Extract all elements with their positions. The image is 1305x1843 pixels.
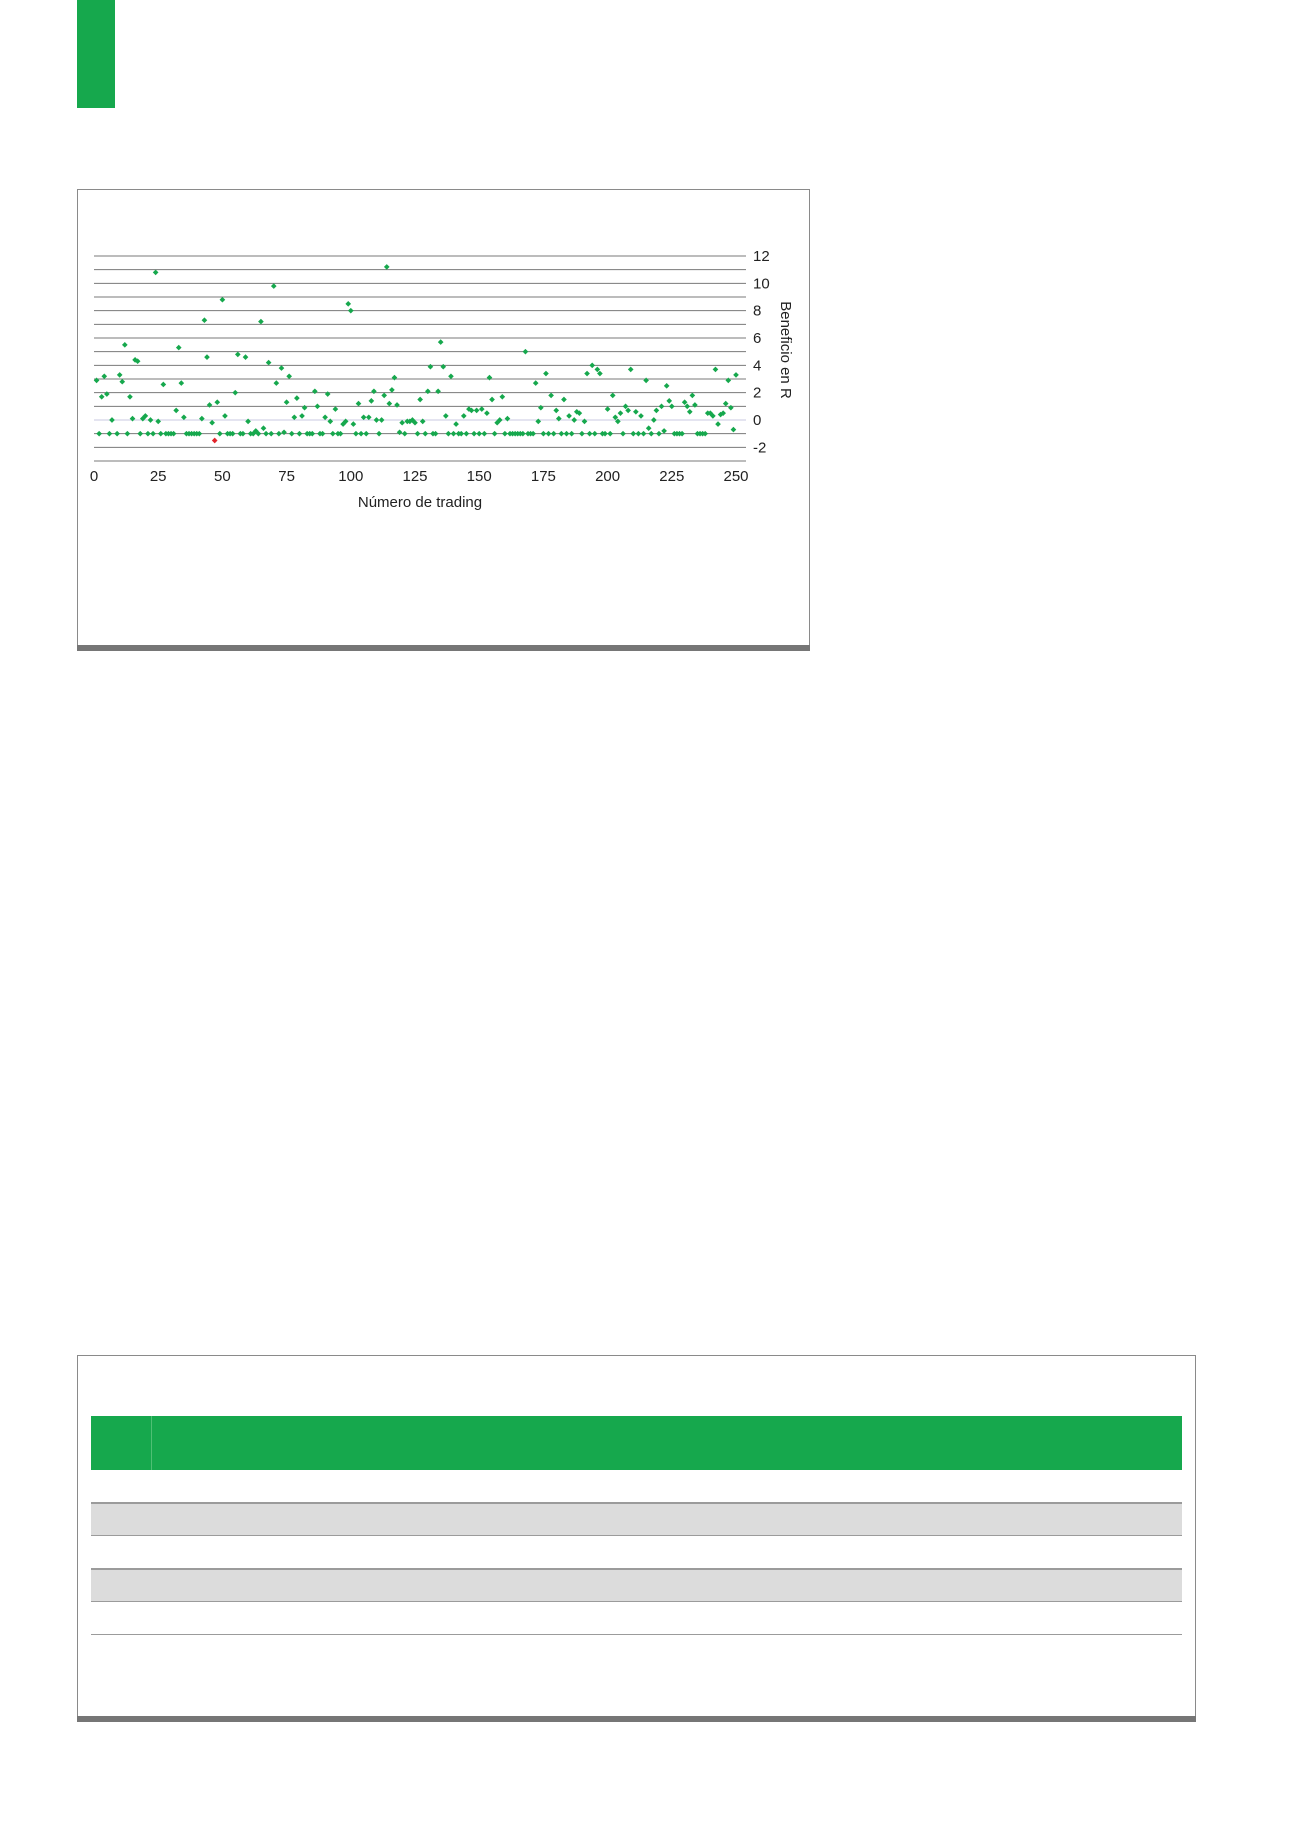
data-point bbox=[422, 431, 428, 437]
data-point bbox=[651, 417, 657, 423]
data-point bbox=[356, 401, 362, 407]
data-point bbox=[666, 398, 672, 404]
data-point bbox=[453, 421, 459, 427]
data-point bbox=[690, 393, 696, 399]
data-point bbox=[299, 413, 305, 419]
x-tick-label: 0 bbox=[89, 468, 99, 485]
data-point bbox=[535, 419, 541, 425]
table-row bbox=[91, 1569, 1182, 1602]
data-point bbox=[464, 431, 470, 437]
data-point bbox=[122, 342, 128, 348]
data-point bbox=[543, 371, 549, 377]
data-point bbox=[630, 431, 636, 437]
data-point bbox=[363, 431, 369, 437]
data-point bbox=[654, 408, 660, 414]
data-point bbox=[286, 373, 292, 379]
data-point bbox=[546, 431, 552, 437]
y-tick-label: 6 bbox=[753, 330, 762, 347]
data-point bbox=[659, 404, 665, 410]
data-point bbox=[178, 380, 184, 386]
data-point bbox=[312, 388, 318, 394]
data-point bbox=[294, 395, 300, 401]
data-point bbox=[330, 431, 336, 437]
data-point bbox=[245, 419, 251, 425]
data-point bbox=[327, 419, 333, 425]
data-point bbox=[399, 420, 405, 426]
data-point bbox=[284, 399, 290, 405]
data-point bbox=[117, 372, 123, 378]
data-point bbox=[173, 408, 179, 414]
data-point bbox=[394, 402, 400, 408]
data-point bbox=[384, 264, 390, 270]
data-point bbox=[369, 398, 375, 404]
data-point bbox=[243, 354, 249, 360]
data-point bbox=[448, 373, 454, 379]
data-point bbox=[276, 431, 282, 437]
data-point bbox=[358, 431, 364, 437]
data-point bbox=[145, 431, 151, 437]
table-row bbox=[91, 1602, 1182, 1635]
table-row bbox=[91, 1503, 1182, 1536]
data-point bbox=[268, 431, 274, 437]
data-point bbox=[571, 417, 577, 423]
data-point bbox=[587, 431, 593, 437]
x-tick-label: 25 bbox=[149, 468, 167, 485]
data-point bbox=[266, 360, 272, 366]
data-point bbox=[386, 401, 392, 407]
chart-frame bbox=[77, 189, 810, 646]
x-tick-label: 75 bbox=[278, 468, 295, 485]
data-point bbox=[273, 380, 279, 386]
data-point bbox=[392, 375, 398, 381]
table-row bbox=[91, 1470, 1182, 1503]
table-header-cell bbox=[152, 1416, 1182, 1470]
data-point bbox=[553, 408, 559, 414]
data-point bbox=[474, 408, 480, 414]
data-point bbox=[484, 410, 490, 416]
data-point bbox=[181, 414, 187, 420]
data-point bbox=[297, 431, 303, 437]
data-point bbox=[379, 417, 385, 423]
data-point bbox=[258, 319, 264, 325]
data-point bbox=[713, 367, 719, 373]
data-point bbox=[99, 394, 105, 400]
x-tick-label: 250 bbox=[723, 468, 749, 485]
data-point bbox=[687, 409, 693, 415]
data-point bbox=[153, 270, 159, 276]
data-point bbox=[366, 414, 372, 420]
data-point bbox=[556, 416, 562, 422]
data-point bbox=[725, 378, 731, 384]
data-point bbox=[417, 397, 423, 403]
data-point bbox=[351, 421, 357, 427]
data-point bbox=[381, 393, 387, 399]
data-point bbox=[607, 431, 613, 437]
data-point bbox=[137, 431, 143, 437]
data-point bbox=[374, 417, 380, 423]
data-point bbox=[471, 431, 477, 437]
x-tick-label: 175 bbox=[530, 468, 556, 485]
data-point bbox=[261, 425, 267, 431]
data-point bbox=[397, 429, 403, 435]
data-point bbox=[107, 431, 113, 437]
data-point bbox=[376, 431, 382, 437]
x-tick-label: 200 bbox=[595, 468, 621, 485]
data-point bbox=[428, 364, 434, 370]
data-point bbox=[114, 431, 120, 437]
data-point bbox=[291, 414, 297, 420]
data-point bbox=[715, 421, 721, 427]
y-tick-label: 0 bbox=[753, 412, 762, 429]
y-tick-labels bbox=[753, 248, 770, 456]
data-point bbox=[446, 431, 452, 437]
y-tick-label: 12 bbox=[753, 248, 770, 265]
data-point bbox=[158, 431, 164, 437]
data-point bbox=[620, 431, 626, 437]
data-point bbox=[661, 428, 667, 434]
data-point bbox=[728, 405, 734, 411]
y-tick-label: 4 bbox=[753, 357, 762, 375]
data-point bbox=[628, 367, 634, 373]
data-point bbox=[502, 431, 508, 437]
data-point bbox=[263, 431, 269, 437]
table-frame bbox=[77, 1355, 1196, 1717]
data-point bbox=[119, 379, 125, 385]
data-point bbox=[333, 406, 339, 412]
data-point bbox=[420, 419, 426, 425]
data-point bbox=[281, 429, 287, 435]
data-point bbox=[148, 417, 154, 423]
data-point bbox=[415, 431, 421, 437]
data-point bbox=[669, 404, 675, 410]
data-point bbox=[207, 402, 213, 408]
data-point bbox=[199, 416, 205, 422]
data-point bbox=[345, 301, 351, 307]
data-point bbox=[222, 413, 228, 419]
data-point bbox=[235, 352, 241, 358]
data-point bbox=[636, 431, 642, 437]
data-point bbox=[551, 431, 557, 437]
data-point bbox=[538, 405, 544, 411]
scatter-chart bbox=[78, 190, 811, 646]
data-point bbox=[440, 364, 446, 370]
data-point bbox=[523, 349, 529, 355]
data-point bbox=[492, 431, 498, 437]
data-point bbox=[610, 393, 616, 399]
table-header bbox=[91, 1416, 1182, 1470]
data-point bbox=[733, 372, 739, 378]
data-point bbox=[279, 365, 285, 371]
x-tick-label: 50 bbox=[214, 468, 231, 485]
data-point bbox=[315, 404, 321, 410]
data-point bbox=[561, 397, 567, 403]
data-point bbox=[541, 431, 547, 437]
table-row bbox=[91, 1536, 1182, 1569]
data-point bbox=[204, 354, 210, 360]
data-point bbox=[505, 416, 511, 422]
data-point bbox=[656, 431, 662, 437]
data-point bbox=[109, 417, 115, 423]
data-point bbox=[150, 431, 156, 437]
data-point bbox=[638, 413, 644, 419]
x-tick-label: 225 bbox=[659, 468, 685, 485]
y-tick-label: 8 bbox=[753, 302, 762, 320]
data-point bbox=[176, 345, 182, 351]
data-point bbox=[564, 431, 570, 437]
outlier-data-point bbox=[212, 438, 218, 444]
data-point bbox=[371, 388, 377, 394]
data-point bbox=[592, 431, 598, 437]
data-point bbox=[289, 431, 295, 437]
x-tick-label: 125 bbox=[402, 468, 428, 485]
data-point bbox=[271, 283, 277, 289]
data-point bbox=[648, 431, 654, 437]
data-point bbox=[582, 419, 588, 425]
data-point bbox=[125, 431, 131, 437]
data-points bbox=[94, 264, 739, 443]
data-point bbox=[127, 394, 133, 400]
data-point bbox=[361, 414, 367, 420]
data-point bbox=[723, 401, 729, 407]
data-point bbox=[569, 431, 575, 437]
data-point bbox=[646, 425, 652, 431]
data-point bbox=[217, 431, 223, 437]
y-axis-label: Beneficio en R bbox=[777, 301, 794, 399]
data-point bbox=[499, 394, 505, 400]
y-tick-label: -2 bbox=[753, 439, 767, 457]
data-point bbox=[322, 414, 328, 420]
data-point bbox=[96, 431, 102, 437]
data-point bbox=[101, 373, 107, 379]
data-point bbox=[425, 388, 431, 394]
data-point bbox=[451, 431, 457, 437]
data-point bbox=[476, 431, 482, 437]
x-tick-label: 150 bbox=[466, 468, 492, 485]
data-point bbox=[220, 297, 226, 303]
data-point bbox=[214, 399, 220, 405]
data-point bbox=[435, 388, 441, 394]
data-point bbox=[489, 397, 495, 403]
x-tick-labels bbox=[90, 468, 749, 485]
data-point bbox=[104, 391, 110, 397]
data-point bbox=[94, 378, 100, 384]
data-point bbox=[559, 431, 565, 437]
data-point bbox=[402, 431, 408, 437]
data-point bbox=[209, 420, 215, 426]
data-point bbox=[641, 431, 647, 437]
y-tick-label: 2 bbox=[753, 384, 762, 402]
data-point bbox=[389, 387, 395, 393]
data-point bbox=[202, 317, 208, 323]
data-point bbox=[589, 363, 595, 369]
data-point bbox=[479, 406, 485, 412]
data-point bbox=[482, 431, 488, 437]
data-point bbox=[232, 390, 238, 396]
data-point bbox=[548, 393, 554, 399]
data-point bbox=[605, 406, 611, 412]
data-point bbox=[353, 431, 359, 437]
section-marker-tab bbox=[77, 0, 115, 108]
data-point bbox=[633, 409, 639, 415]
data-point bbox=[461, 413, 467, 419]
chart-frame-bottom-bar bbox=[77, 645, 810, 651]
data-point bbox=[487, 375, 493, 381]
data-point bbox=[584, 371, 590, 377]
data-point bbox=[438, 339, 444, 345]
data-point bbox=[325, 391, 331, 397]
data-point bbox=[579, 431, 585, 437]
table-frame-bottom-bar bbox=[77, 1716, 1196, 1722]
x-axis-label: Número de trading bbox=[357, 494, 483, 511]
table-header-cell bbox=[91, 1416, 152, 1470]
data-point bbox=[664, 383, 670, 389]
data-point bbox=[643, 378, 649, 384]
data-point bbox=[155, 419, 161, 425]
data-point bbox=[533, 380, 539, 386]
data-point bbox=[618, 410, 624, 416]
data-point bbox=[130, 416, 136, 422]
x-tick-label: 100 bbox=[338, 468, 364, 485]
data-point bbox=[161, 382, 167, 388]
data-point bbox=[348, 308, 354, 314]
data-point bbox=[566, 413, 572, 419]
data-point bbox=[443, 413, 449, 419]
data-point bbox=[302, 405, 308, 411]
data-point bbox=[692, 402, 698, 408]
y-tick-label: 10 bbox=[753, 275, 770, 293]
data-point bbox=[731, 427, 737, 433]
